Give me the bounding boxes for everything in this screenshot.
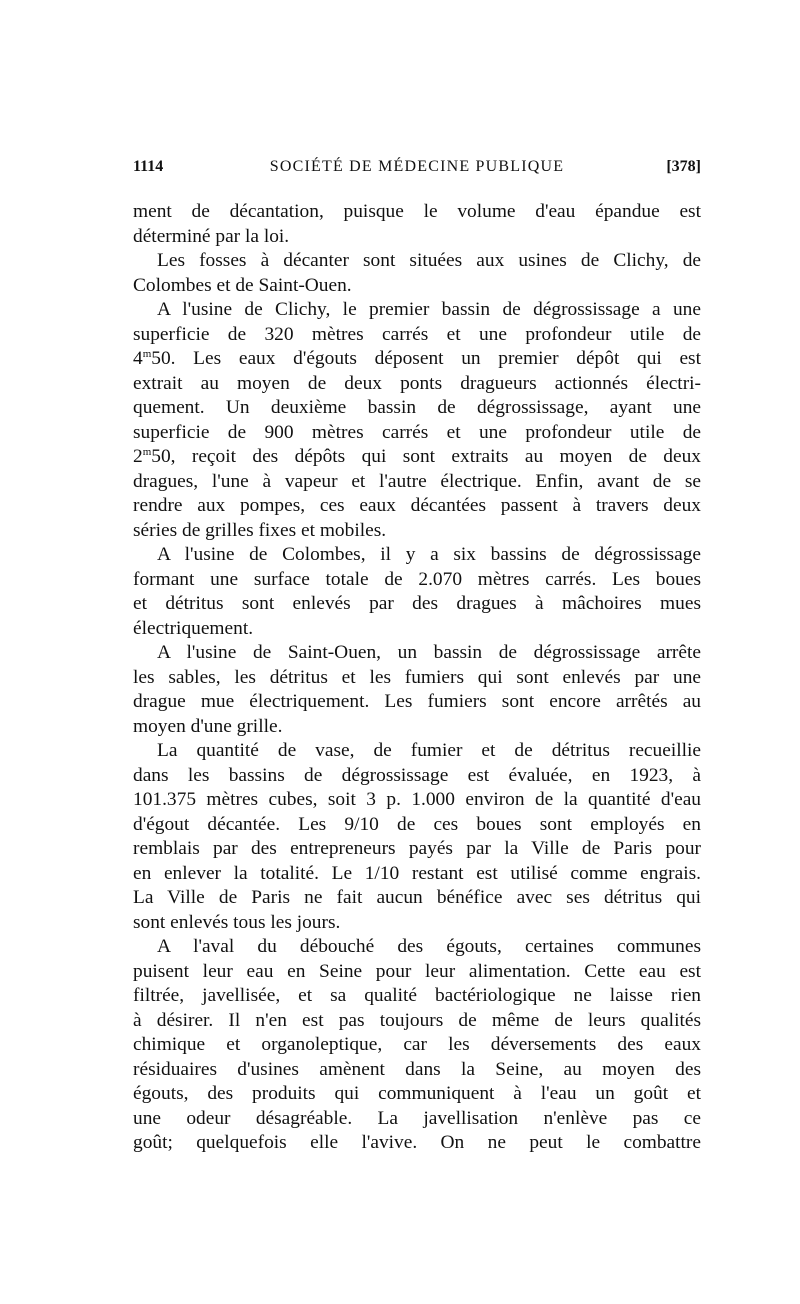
text-line: superficie de 900 mètres carrés et une profondeur utile de	[133, 421, 701, 443]
text-line: électriquement.	[133, 617, 254, 639]
text-line: puisent leur eau en Seine pour leur alimentation. Cette eau est	[133, 960, 701, 982]
page-header	[133, 158, 701, 182]
text-line: et détritus sont enlevés par des dragues à mâchoires mues	[133, 593, 701, 614]
text-line: A l'usine de Clichy, le premier bassin de dégrossissage a une	[157, 299, 701, 320]
text-line: résiduaires d'usines amènent dans la Seine, au moyen des	[133, 1058, 701, 1080]
text-line: chimique et organoleptique, car les déversements des eaux	[133, 1034, 701, 1055]
text-line: les sables, les détritus et les fumiers qui sont enlevés par une	[133, 666, 701, 688]
text-line: Colombes et de Saint-Ouen.	[133, 274, 352, 296]
text-line: La quantité de vase, de fumier et de détritus recueillie	[157, 740, 701, 761]
text-line: extrait au moyen de deux ponts dragueurs actionnés électri-	[133, 372, 701, 394]
running-title: SOCIÉTÉ DE MÉDECINE PUBLIQUE	[269, 158, 565, 175]
text-line: d'égout décantée. Les 9/10 de ces boues sont employés en	[133, 813, 701, 835]
text-line: Les fosses à décanter sont situées aux usines de Clichy, de	[157, 250, 701, 271]
text-line: 4$^m$50. Les eaux d'égouts déposent un premier dépôt qui est	[133, 348, 701, 369]
text-line: dans les bassins de dégrossissage est évaluée, en 1923, à	[133, 764, 701, 786]
text-line: dragues, l'une à vapeur et l'autre électrique. Enfin, avant de se	[133, 470, 701, 492]
body-text	[133, 200, 701, 1156]
text-line: goût; quelquefois elle l'avive. On ne peut le combattre	[133, 1132, 701, 1153]
text-line: A l'aval du débouché des égouts, certaines communes	[157, 936, 701, 957]
text-line: drague mue électriquement. Les fumiers sont encore arrêtés au	[133, 691, 701, 712]
text-line: quement. Un deuxième bassin de dégrossissage, ayant une	[133, 397, 701, 418]
text-line: déterminé par la loi.	[133, 225, 290, 247]
text-line: filtrée, javellisée, et sa qualité bactériologique ne laisse rien	[133, 985, 701, 1006]
text-line: une odeur désagréable. La javellisation n'enlève pas ce	[133, 1107, 701, 1129]
text-line: A l'usine de Colombes, il y a six bassins de dégrossissage	[157, 544, 701, 565]
text-line: 101.375 mètres cubes, soit 3 p. 1.000 environ de la quantité d'eau	[133, 789, 701, 810]
text-line: A l'usine de Saint-Ouen, un bassin de dégrossissage arrête	[157, 642, 701, 663]
text-line: rendre aux pompes, ces eaux décantées passent à travers deux	[133, 495, 701, 516]
text-line: La Ville de Paris ne fait aucun bénéfice avec ses détritus qui	[133, 887, 701, 908]
text-line: en enlever la totalité. Le 1/10 restant est utilisé comme engrais.	[133, 862, 701, 884]
text-line: formant une surface totale de 2.070 mètres carrés. Les boues	[133, 568, 701, 590]
text-line: sont enlevés tous les jours.	[133, 911, 341, 933]
page-number-left: 1114	[133, 158, 164, 175]
text-line: superficie de 320 mètres carrés et une profondeur utile de	[133, 323, 701, 345]
page-number-right: [378]	[666, 158, 701, 175]
text-line: séries de grilles fixes et mobiles.	[133, 519, 387, 541]
text-line: moyen d'une grille.	[133, 715, 283, 737]
text-line: égouts, des produits qui communiquent à l'eau un goût et	[133, 1083, 701, 1104]
text-line: remblais par des entrepreneurs payés par la Ville de Paris pour	[133, 838, 701, 859]
text-line: 2$^m$50, reçoit des dépôts qui sont extraits au moyen de deux	[133, 446, 701, 467]
text-line: ment de décantation, puisque le volume d'eau épandue est	[133, 201, 701, 222]
text-line: à désirer. Il n'en est pas toujours de même de leurs qualités	[133, 1009, 701, 1031]
